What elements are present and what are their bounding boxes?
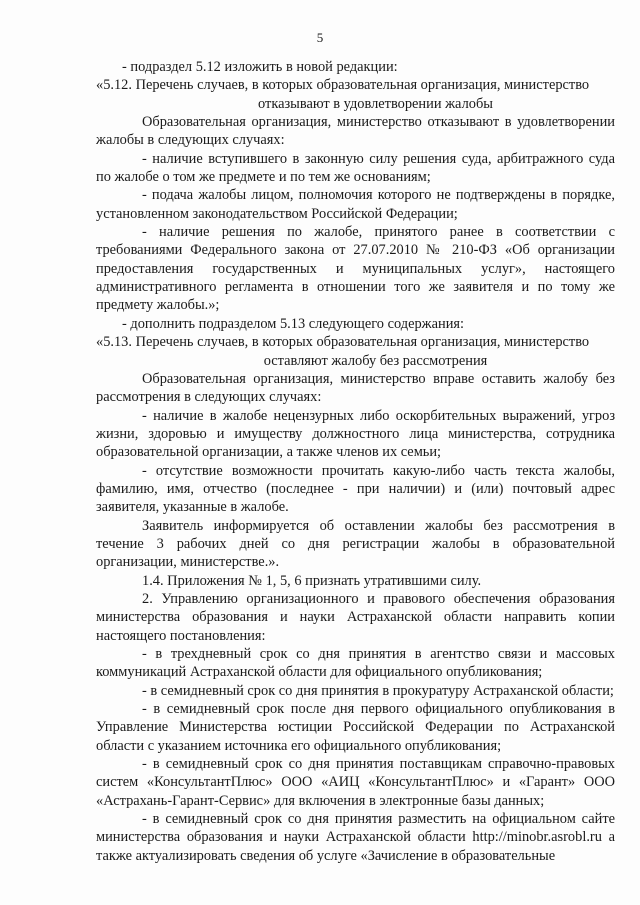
list-item: - в семидневный срок со дня принятия поставщикам справочно-правовых систем «КонсультантПлюс» ООО «АИЦ «КонсультантПлюс» и «Гарант» ООО «Астрахань-Гарант-Сервис» для включения в электронные базы данных; [96,756,615,809]
paragraph: - дополнить подразделом 5.13 следующего содержания: [122,315,465,332]
document-body [96,58,615,865]
list-item: - в трехдневный срок со дня принятия в агентство связи и массовых коммуникаций Астраханской области для официального опубликования; [96,646,615,681]
paragraph: Образовательная организация, министерство отказывают в удовлетворении жалобы в следующих случаях: [96,114,615,149]
paragraph: 2. Управлению организационного и правового обеспечения образования министерства образования и науки Астраханской области направить копии настоящего постановления: [96,590,615,644]
section-heading: «5.12. Перечень случаев, в которых образовательная организация, министерство [96,77,590,94]
list-item: - в семидневный срок после дня первого официального опубликования в Управление Министерства юстиции Российской Федерации по Астраханской области с указанием источника его официального опубликования; [96,701,615,754]
section-heading-line2: оставляют жалобу без рассмотрения [263,352,488,369]
list-item: - отсутствие возможности прочитать какую-либо часть текста жалобы, фамилию, имя, отчество (последнее - при наличии) и (или) почтовый адрес заявителя, указанные в жалобе. [96,462,615,516]
section-heading-line2: отказывают в удовлетворении жалобы [258,95,493,112]
paragraph: Образовательная организация, министерство вправе оставить жалобу без рассмотрения в следующих случаях: [96,370,615,406]
list-item: - в семидневный срок со дня принятия в прокуратуру Астраханской области; [142,682,614,699]
page-number: 5 [316,30,324,45]
section-heading: «5.13. Перечень случаев, в которых образовательная организация, министерство [96,334,590,351]
list-item: - наличие вступившего в законную силу решения суда, арбитражного суда по жалобе о том же предмете и по тем же основаниям; [96,150,615,186]
paragraph: Заявитель информируется об оставлении жалобы без рассмотрения в течение 3 рабочих дней со дня регистрации жалобы в образовательной организации, министерстве.». [96,517,615,571]
paragraph: 1.4. Приложения № 1, 5, 6 признать утратившими силу. [142,572,482,589]
list-item: - наличие в жалобе нецензурных либо оскорбительных выражений, угроз жизни, здоровью и имуществу должностного лица министерства, сотрудника образовательной организации, а также членов их семьи; [96,407,615,461]
list-item: - в семидневный срок со дня принятия разместить на официальном сайте министерства образования и науки Астраханской области http://minobr.asrobl.ru а также актуализировать сведения об услуге «Зачисление в образовательные [96,811,615,864]
list-item: - наличие решения по жалобе, принятого ранее в соответствии с требованиями Федерального закона от 27.07.2010 № 210-ФЗ «Об организации предоставления государственных и муниципальных услуг», настоящего административного регламента в отношении того же заявителя и по тому же предмету жалобы.»; [96,224,615,314]
paragraph: - подраздел 5.12 изложить в новой редакции: [122,59,398,75]
list-item: - подача жалобы лицом, полномочия которого не подтверждены в порядке, установленном законодательством Российской Федерации; [96,187,615,222]
